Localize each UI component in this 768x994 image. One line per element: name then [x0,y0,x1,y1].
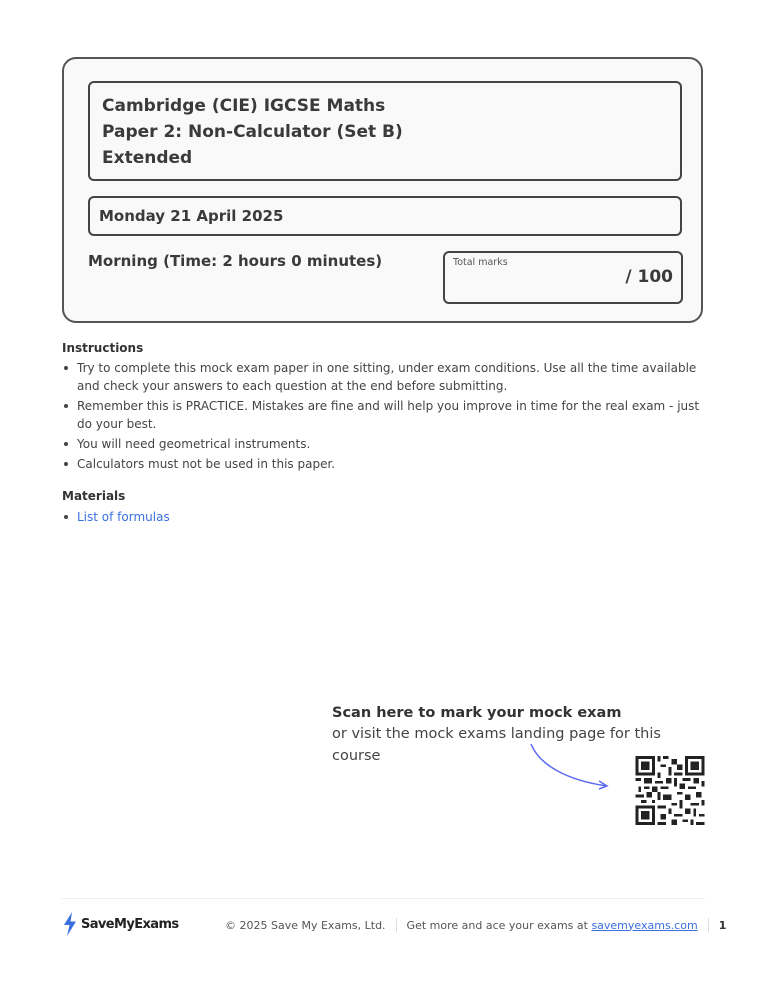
footer-cta-prefix: Get more and ace your exams at [406,918,592,932]
exam-session: Morning (Time: 2 hours 0 minutes) [88,252,383,270]
footer-text [225,918,726,932]
instruction-item: Try to complete this mock exam paper in one sitting, under exam conditions. Use all the time available and check your answers to each question at the end before submitting. [62,359,712,395]
list-of-formulas-link[interactable]: List of formulas [77,510,170,524]
instructions-list [62,359,712,475]
exam-date: Monday 21 April 2025 [99,207,284,225]
savemyexams-logo[interactable] [62,912,179,936]
instructions-heading: Instructions [62,341,144,355]
footer-separator [396,918,397,932]
materials-list [62,508,712,528]
instruction-item: Calculators must not be used in this paper. [62,455,712,473]
materials-heading: Materials [62,489,126,503]
qr-code-icon[interactable] [633,756,707,825]
savemyexams-link[interactable]: savemyexams.com [591,918,698,932]
materials-item [62,508,712,526]
lightning-bolt-icon [62,912,78,936]
course-title: Cambridge (CIE) IGCSE Maths [102,96,386,116]
total-marks-box [443,251,683,304]
instruction-item: Remember this is PRACTICE. Mistakes are fine and will help you improve in time for the real exam - just do your best. [62,397,712,433]
footer-separator [708,918,709,932]
cover-panel [62,57,703,323]
scan-title: Scan here to mark your mock exam [332,705,622,721]
curved-arrow-icon [525,740,615,795]
logo-text: SaveMyExams [81,916,179,932]
scan-subtitle: or visit the mock exams landing page for this course [332,726,661,764]
footer-cta [407,919,698,932]
footer-divider [62,898,705,899]
copyright: © 2025 Save My Exams, Ltd. [225,918,386,932]
total-marks-value: / 100 [625,267,673,287]
title-box [88,81,682,181]
paper-title: Paper 2: Non-Calculator (Set B) [102,122,403,142]
tier-title: Extended [102,148,193,168]
date-box [88,196,682,236]
instruction-item: You will need geometrical instruments. [62,435,712,453]
page-number: 1 [718,918,727,932]
total-marks-label: Total marks [453,257,508,268]
